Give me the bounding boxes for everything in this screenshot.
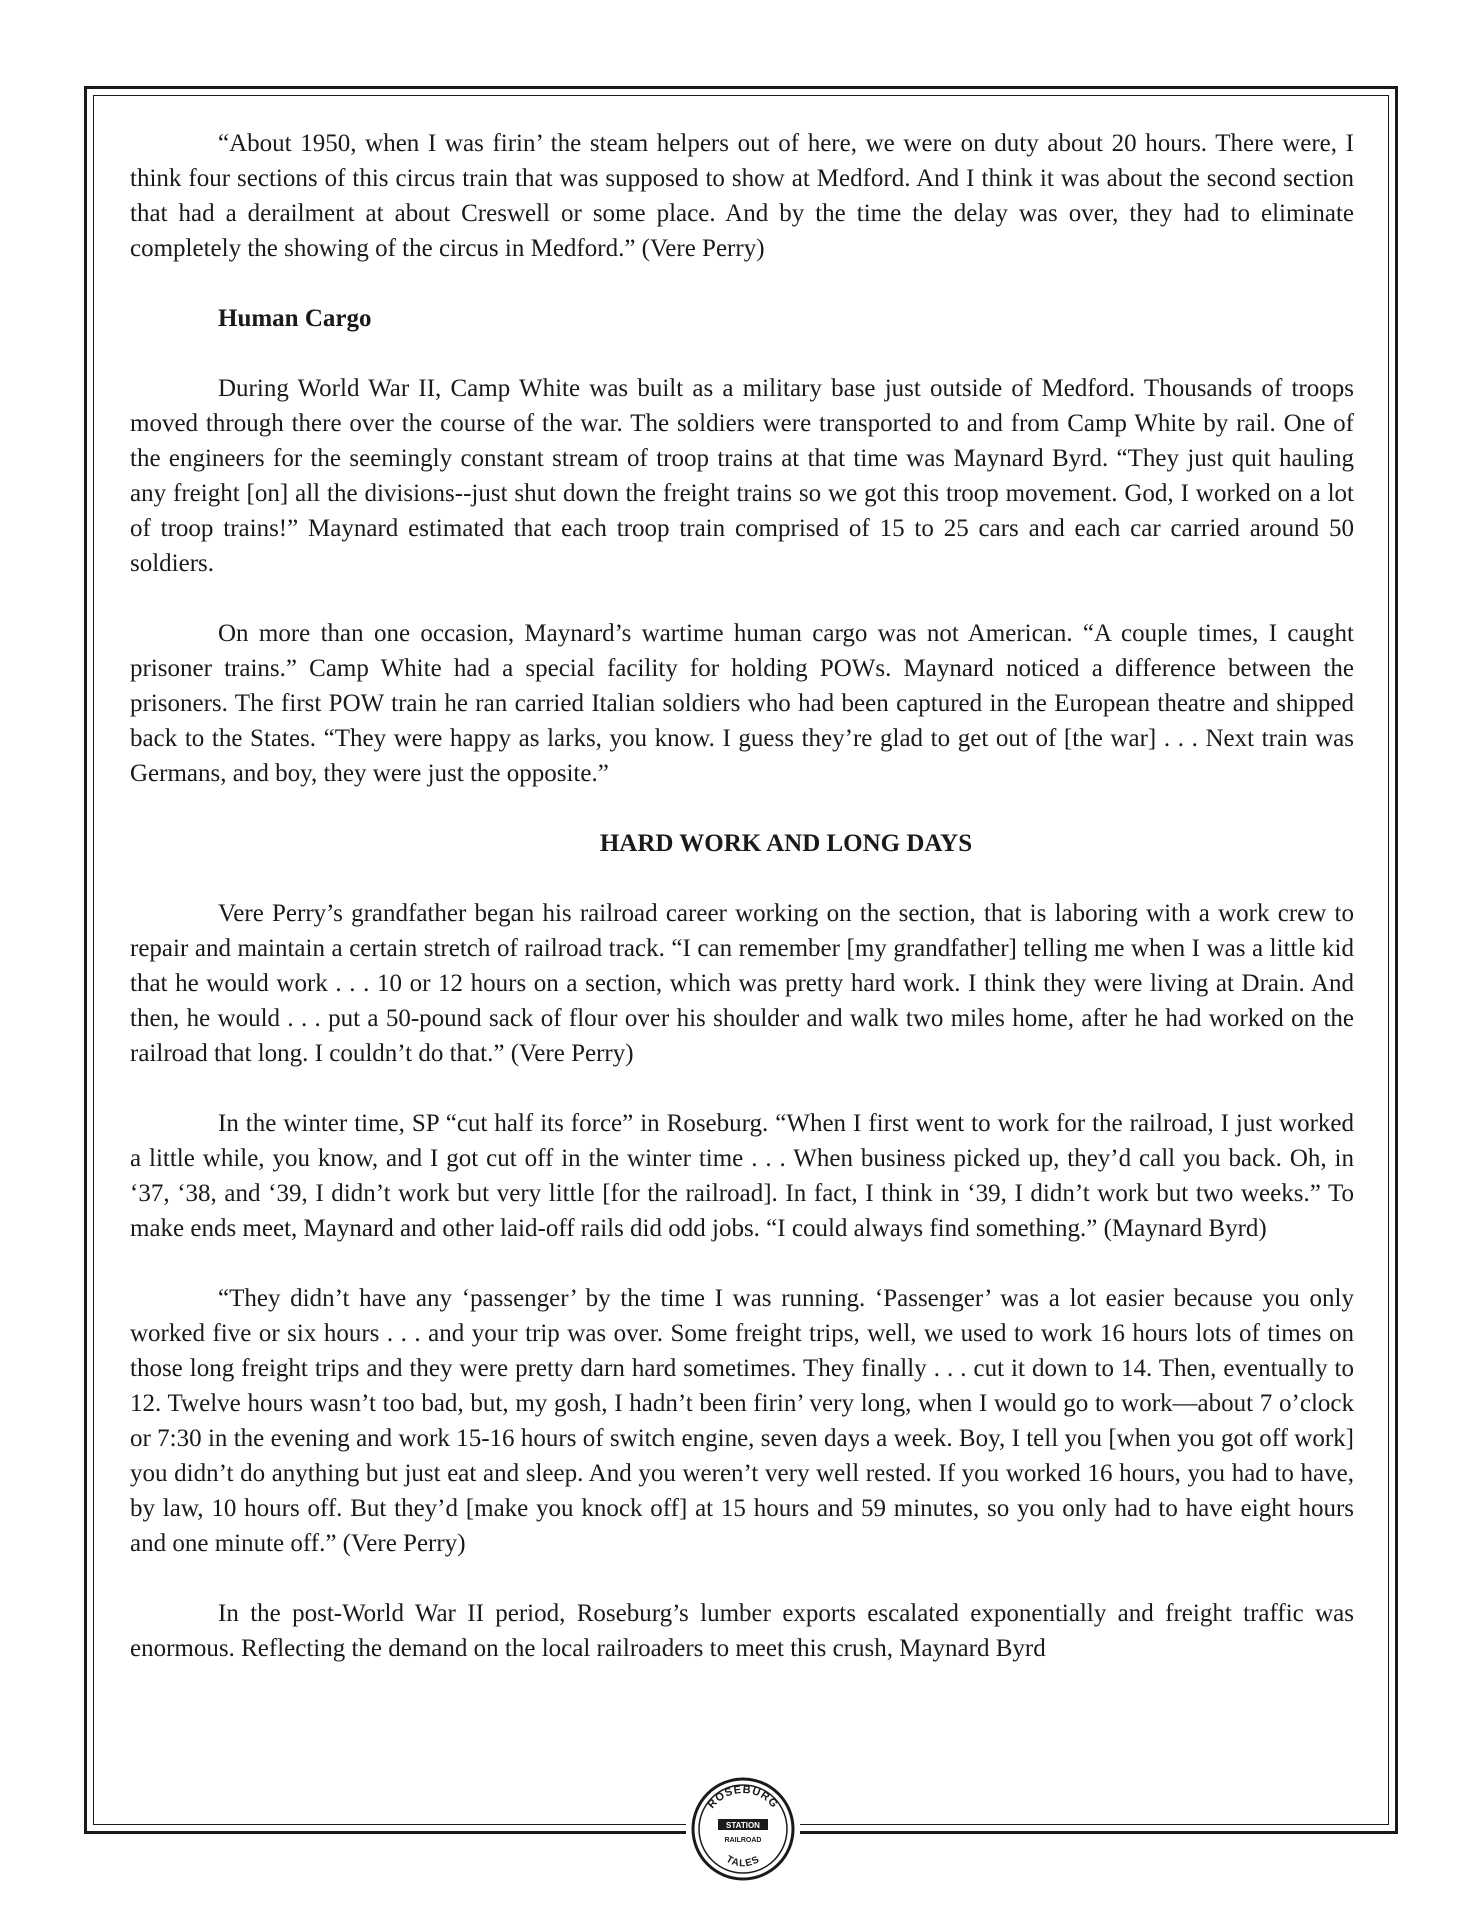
paragraph-passenger: “They didn’t have any ‘passenger’ by the time I was running. ‘Passenger’ was a lot easier because you only worked five or six hours . . . and your trip was over. Some freight trips, well, we used to work 16 hours lots of times on those long freight trips and they were pretty darn hard sometimes. They finally . . . cut it down to 14. Then, eventually to 12. Twelve hours wasn’t too bad, but, my gosh, I hadn’t been firin’ very long, when I would go to work—about 7 o’clock or 7:30 in the evening and work 15-16 hours of switch engine, seven days a week. Boy, I tell you [when you got off work] you didn’t do anything but just eat and sleep. And you weren’t very well rested. If you worked 16 hours, you had to have, by law, 10 hours off. But they’d [make you knock off] at 15 hours and 59 minutes, so you only had to have eight hours and one minute off.” (Vere Perry): [130, 1285, 1354, 1557]
paragraph-winter-time: In the winter time, SP “cut half its force” in Roseburg. “When I first went to work for the railroad, I just worked a little while, you know, and I got cut off in the winter time . . . When business picked up, they’d call you back. Oh, in ‘37, ‘38, and ‘39, I didn’t work but very little [for the railroad]. In fact, I think in ‘39, I didn’t work but two weeks.” To make ends meet, Maynard and other laid-off rails did odd jobs. “I could always find something.” (Maynard Byrd): [130, 1110, 1354, 1242]
paragraph-camp-white: During World War II, Camp White was built as a military base just outside of Medford. Thousands of troops moved through there over the course of the war. The soldiers were transported to and from Camp White by rail. One of the engineers for the seemingly constant stream of troop trains at that time was Maynard Byrd. “They just quit hauling any freight [on] all the divisions--just shut down the freight trains so we got this troop movement. God, I worked on a lot of troop trains!” Maynard estimated that each troop train comprised of 15 to 25 cars and each car carried around 50 soldiers.: [130, 375, 1354, 577]
seal-middle-text: STATION: [726, 1821, 760, 1830]
paragraph-prisoner-trains: On more than one occasion, Maynard’s wartime human cargo was not American. “A couple times, I caught prisoner trains.” Camp White had a special facility for holding POWs. Maynard noticed a difference between the prisoners. The first POW train he ran carried Italian soldiers who had been captured in the European theatre and shipped back to the States. “They were happy as larks, you know. I guess they’re glad to get out of [the war] . . . Next train was Germans, and boy, they were just the opposite.”: [130, 620, 1354, 787]
seal-top-text: ROSEBURG: [705, 1783, 781, 1811]
paragraph-circus-train: “About 1950, when I was firin’ the steam helpers out of here, we were on duty about 20 hours. There were, I think four sections of this circus train that was supposed to show at Medford. And I think it was about the second section that had a derailment at about Creswell or some place. And by the time the delay was over, they had to eliminate completely the showing of the circus in Medford.” (Vere Perry): [130, 130, 1354, 262]
paragraph-grandfather: Vere Perry’s grandfather began his railroad career working on the section, that is laboring with a work crew to repair and maintain a certain stretch of railroad track. “I can remember [my grandfather] telling me when I was a little kid that he would work . . . 10 or 12 hours on a section, which was pretty hard work. I think they were living at Drain. And then, he would . . . put a 50-pound sack of flour over his shoulder and walk two miles home, after he had worked on the railroad that long. I couldn’t do that.” (Vere Perry): [130, 900, 1354, 1067]
heading-human-cargo: Human Cargo: [218, 305, 372, 332]
article-body: [130, 126, 1354, 1701]
seal-bottom-text: TALES: [724, 1853, 762, 1870]
paragraph-post-war: In the post-World War II period, Roseburg’s lumber exports escalated exponentially and freight traffic was enormous. Reflecting the demand on the local railroaders to meet this crush, Maynard Byrd: [130, 1600, 1354, 1662]
section-title-hard-work: HARD WORK AND LONG DAYS: [599, 830, 973, 857]
roseburg-station-tales-logo: [688, 1764, 798, 1894]
seal-lower-text: RAILROAD: [724, 1837, 762, 1844]
